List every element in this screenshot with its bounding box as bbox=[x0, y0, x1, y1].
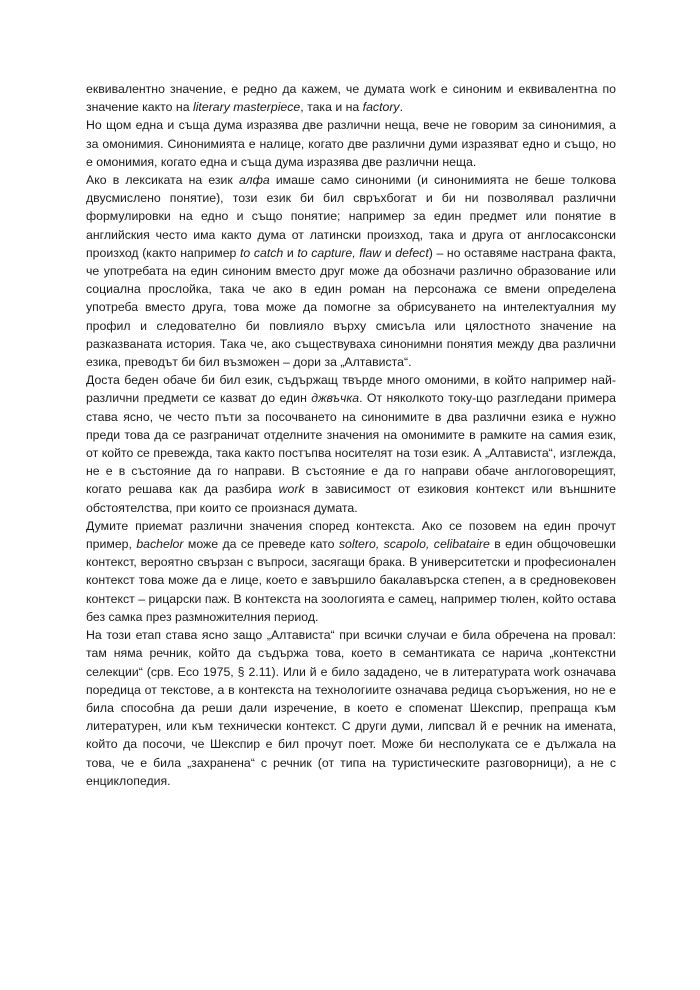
text-run: Думите приемат различни значения според контекста. Ако се позовем на един прочут пример, bbox=[86, 518, 616, 552]
italic-term: алфа bbox=[238, 173, 270, 188]
italic-term: factory bbox=[362, 100, 400, 115]
text-run: може да се преведе като bbox=[183, 537, 339, 552]
text-run: Доста беден обаче би бил език, съдържащ твърде много омоними, в който например най-различни предмети се казват до един bbox=[86, 373, 616, 406]
paragraph bbox=[86, 626, 616, 790]
body-text bbox=[86, 80, 616, 790]
text-run: и bbox=[283, 245, 298, 260]
italic-term: bachelor bbox=[136, 537, 184, 552]
text-run: еквивалентно значение, е редно да кажем, че думата work е синоним и еквивалентна по значение както на bbox=[86, 82, 616, 115]
paragraph bbox=[86, 371, 616, 517]
text-run: . bbox=[399, 100, 403, 115]
paragraph bbox=[86, 80, 616, 116]
text-run: имаше само синоними (и синонимията не беше толкова двусмислено понятие), този език би бил свръхбогат и би ни позволявал различни формулировки на едно и също понятие; например за един предмет или понятие в английския често има както дума от латински произход, така и друга от англосаксонски произход (както например bbox=[86, 173, 616, 260]
italic-term: to catch bbox=[240, 245, 284, 260]
italic-term: literary masterpiece bbox=[192, 100, 301, 115]
text-run: ) – но оставяме настрана факта, че употребата на един синоним вместо друг може да обозначи различно образование или социална прослойка, така че ако в един роман на персонажа се вмени определена употреба вместо друга, това може да помогне за обрисуването на интелектуалния му профил и следователно би повлияло върху смисъла или цялостното значение на разказваната история. Така че, ако съществуваха синонимни понятия между два различни езика, преводът би бил възможен – дори за „Алтависта“. bbox=[86, 245, 616, 370]
paragraph bbox=[86, 517, 616, 626]
text-run: Но щом една и съща дума изразява две различни неща, вече не говорим за синонимия, а за омонимия. Синонимията е налице, когато две различни думи изразяват едно и също, но е омонимия, когато една и съща дума изразява две различни неща. bbox=[86, 118, 616, 169]
text-run: . От няколкото току-що разгледани примера става ясно, че често пъти за посочването на синонимите в два различни езика е нужно преди това да се разграничат отделните значения на омонимите в рамките на самия език, от който се превежда, така както постъпва носителят на този език. А „Алтависта“, изглежда, не е в състояние да го направи. В състояние е да го направи обаче англоговорещият, когато решава как да разбира bbox=[86, 391, 616, 497]
paragraph bbox=[86, 171, 616, 371]
text-run: На този етап става ясно защо „Алтависта“ при всички случаи е била обречена на провал: там няма речник, който да съдържа това, което в семантиката се нарича „контекстни селекции“ (срв. Eco 1975, § 2.11). Или й е било зададено, че в литературата work означава поредица от текстове, а в контекста на технологиите означава редица съоръжения, но не е била способна да реши дали изречение, в което е споменат Шекспир, препраща към литературен, или към технически контекст. С други думи, липсвал й е речник на имената, който да посочи, че Шекспир е бил прочут поет. Може би несполуката се е дължала на това, че е била „захранена“ с речник (от типа на туристическите разговорници), а не с енциклопедия. bbox=[86, 628, 616, 788]
italic-term: to capture, flaw bbox=[297, 245, 382, 260]
italic-term: soltero, scapolo, celibataire bbox=[338, 537, 490, 552]
italic-term: work bbox=[278, 482, 305, 497]
italic-term: джвъчка bbox=[311, 391, 360, 406]
paragraph bbox=[86, 116, 616, 171]
text-run: в един общочовешки контекст, вероятно свързан с въпроси, засягащи брака. В университетски и професионален контекст това може да е лице, което е завършило бакалавърска степен, а в средновековен контекст – рицарски паж. В контекста на зоологията е самец, например тюлен, който остава без самка през размножителния период. bbox=[86, 537, 616, 624]
text-run: Ако в лексиката на език bbox=[86, 173, 239, 188]
text-run: , така и на bbox=[300, 100, 363, 115]
text-run: в зависимост от езиковия контекст или външните обстоятелства, при които се произнася думата. bbox=[86, 482, 617, 515]
text-run: и bbox=[381, 245, 396, 260]
italic-term: defect bbox=[395, 245, 429, 260]
